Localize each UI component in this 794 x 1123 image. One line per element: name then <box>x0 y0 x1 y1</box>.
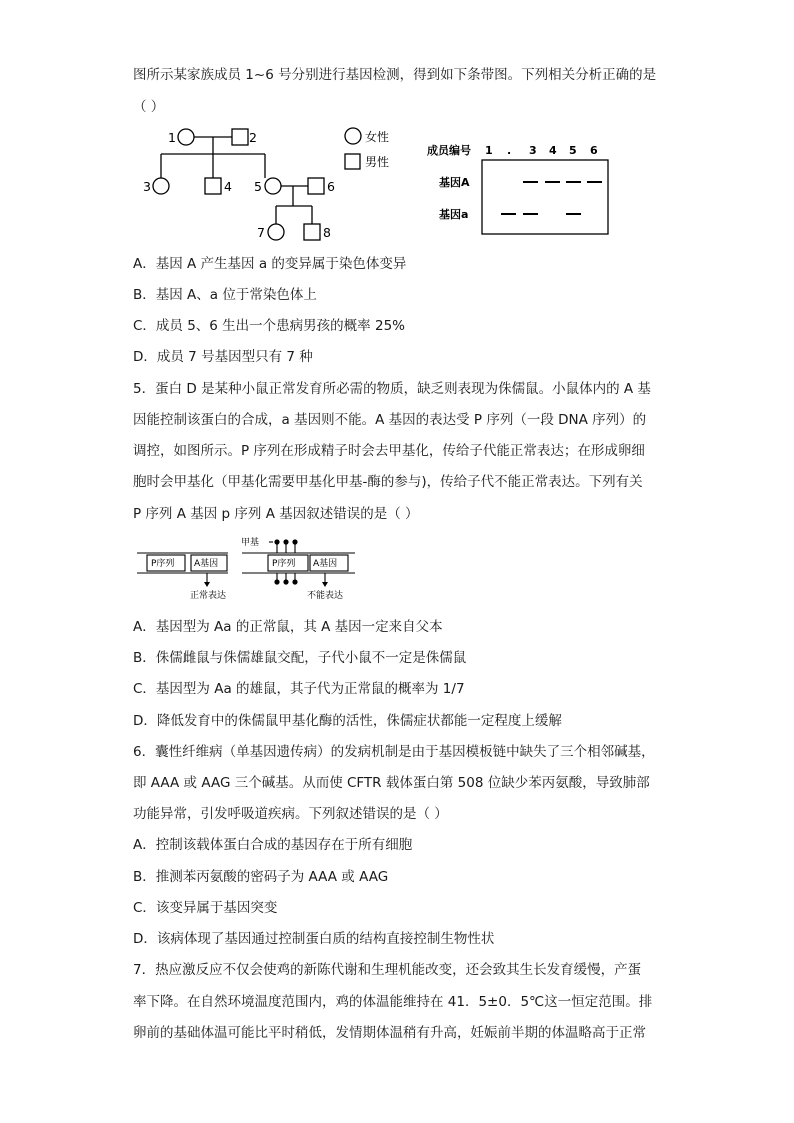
member-7-female <box>268 224 284 240</box>
q5-option-c: C．基因型为 Aa 的雄鼠，其子代为正常鼠的概率为 1/7 <box>133 681 465 697</box>
q4-stem-line-1: 图所示某家族成员 1~6 号分别进行基因检测，得到如下条带图。下列相关分析正确的是 <box>133 67 657 83</box>
right-p-sequence-label: P序列 <box>272 559 296 569</box>
gel-member-4: 4 <box>549 144 557 157</box>
q5-stem-line-2: 因能控制该蛋白的合成，a 基因则不能。A 基因的表达受 P 序列（一段 DNA 序列）的 <box>133 412 647 428</box>
gel-member-1: 1 <box>485 144 493 157</box>
member-4-male <box>205 178 221 194</box>
normal-expression-label: 正常表达 <box>190 591 227 601</box>
q5-stem-line-3: 调控，如图所示。P 序列在形成精子时会去甲基化，传给子代能正常表达；在形成卵细 <box>133 443 645 459</box>
member-label-1: 1 <box>168 130 176 145</box>
member-1-female <box>178 129 194 145</box>
q5-option-d: D．降低发育中的侏儒鼠甲基化酶的活性，侏儒症状都能一定程度上缓解 <box>133 713 562 729</box>
gel-row-label-A: 基因A <box>439 176 470 189</box>
left-p-sequence-label: P序列 <box>151 559 175 569</box>
q6-stem-line-3: 功能异常，引发呼吸道疾病。下列叙述错误的是（ ） <box>133 806 448 822</box>
gel-member-2: . <box>507 144 512 157</box>
member-3-female <box>153 178 169 194</box>
q5-option-a: A．基因型为 Aa 的正常鼠，其 A 基因一定来自父本 <box>133 619 443 635</box>
methyl-group-icon <box>283 539 288 544</box>
q4-option-d: D．成员 7 号基因型只有 7 种 <box>133 349 313 365</box>
no-expression-label: 不能表达 <box>307 591 344 601</box>
gel-row-label-a: 基因a <box>439 208 469 221</box>
member-6-male <box>308 178 324 194</box>
q5-stem-line-4: 胞时会甲基化（甲基化需要甲基化甲基-酶的参与)，传给子代不能正常表达。下列有关 <box>133 474 643 490</box>
legend-male-icon <box>345 154 360 169</box>
methylation-diagram <box>135 535 360 607</box>
member-8-male <box>304 224 320 240</box>
member-label-6: 6 <box>327 179 335 194</box>
q4-option-a: A．基因 A 产生基因 a 的变异属于染色体变异 <box>133 256 407 272</box>
q6-option-c: C．该变异属于基因突变 <box>133 900 278 916</box>
gel-header-label: 成员编号 <box>427 144 471 157</box>
q6-option-a: A．控制该载体蛋白合成的基因存在于所有细胞 <box>133 837 413 853</box>
legend-male-label: 男性 <box>365 155 390 169</box>
right-a-gene-label: A基因 <box>313 559 338 569</box>
member-label-8: 8 <box>323 225 331 240</box>
member-label-4: 4 <box>224 179 232 194</box>
q6-stem-line-2: 即 AAA 或 AAG 三个碱基。从而使 CFTR 载体蛋白第 508 位缺少苯丙氨酸，导致肺部 <box>133 775 650 791</box>
gene-band-chart <box>425 138 615 238</box>
q4-stem-line-2: （ ） <box>133 99 165 115</box>
left-a-gene-label: A基因 <box>194 559 219 569</box>
member-label-2: 2 <box>249 130 257 145</box>
gel-member-5: 5 <box>569 144 577 157</box>
methyl-group-icon <box>292 579 297 584</box>
q5-stem-line-5: P 序列 A 基因 p 序列 A 基因叙述错误的是（ ） <box>133 506 419 522</box>
q6-option-d: D．该病体现了基因通过控制蛋白质的结构直接控制生物性状 <box>133 931 495 947</box>
gel-member-3: 3 <box>529 144 537 157</box>
legend-female-label: 女性 <box>365 130 390 144</box>
member-label-3: 3 <box>143 179 151 194</box>
member-5-female <box>265 178 281 194</box>
q4-option-c: C．成员 5、6 生出一个患病男孩的概率 25% <box>133 318 405 334</box>
q6-option-b: B．推测苯丙氨酸的密码子为 AAA 或 AAG <box>133 869 389 885</box>
member-label-5: 5 <box>254 179 262 194</box>
member-label-7: 7 <box>257 225 265 240</box>
methyl-label: 甲基 <box>241 538 260 548</box>
methyl-group-icon <box>283 579 288 584</box>
methyl-group-icon <box>292 539 297 544</box>
q7-stem-line-2: 率下降。在自然环境温度范围内，鸡的体温能维持在 41．5±0．5℃这一恒定范围。排 <box>133 994 653 1010</box>
member-2-male <box>232 129 248 145</box>
q5-stem-line-1: 5．蛋白 D 是某种小鼠正常发育所必需的物质，缺乏则表现为侏儒鼠。小鼠体内的 A 基 <box>133 381 651 397</box>
q7-stem-line-1: 7．热应激反应不仅会使鸡的新陈代谢和生理机能改变，还会致其生长发育缓慢，产蛋 <box>133 962 642 978</box>
q6-stem-line-1: 6．囊性纤维病（单基因遗传病）的发病机制是由于基因模板链中缺失了三个相邻碱基， <box>133 744 655 760</box>
gel-member-6: 6 <box>590 144 598 157</box>
q4-option-b: B．基因 A、a 位于常染色体上 <box>133 287 317 303</box>
methyl-group-icon <box>274 579 279 584</box>
methyl-group-icon <box>274 539 279 544</box>
q5-option-b: B．侏儒雌鼠与侏儒雄鼠交配，子代小鼠不一定是侏儒鼠 <box>133 650 467 666</box>
legend-female-icon <box>345 128 361 144</box>
pedigree-chart <box>135 120 405 245</box>
q7-stem-line-3: 卵前的基础体温可能比平时稍低，发情期体温稍有升高，妊娠前半期的体温略高于正常 <box>133 1025 646 1041</box>
